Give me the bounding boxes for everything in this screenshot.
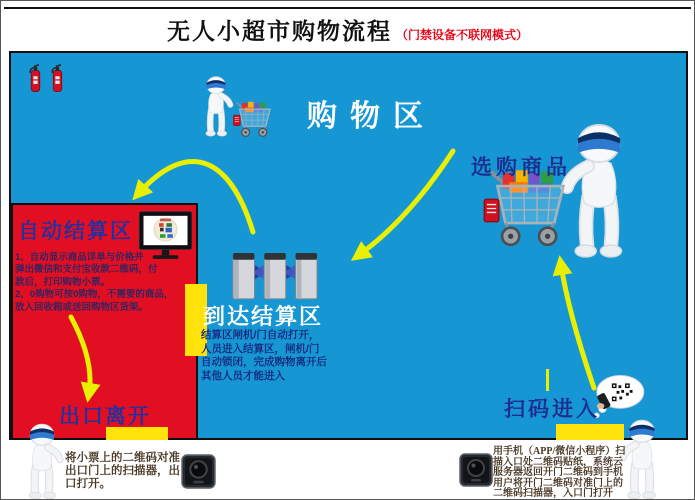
- step-line: 2、0购物可按0购物，不需要的商品，: [15, 289, 174, 301]
- page-title: 无人小超市购物流程: [166, 18, 392, 44]
- note-line: 口打开。: [65, 478, 111, 490]
- qr-scanner-device-icon: [181, 453, 216, 490]
- step-line: 弹出微信和支付宝收款二维码，付: [15, 264, 158, 276]
- auto-checkout-title: 自动结算区: [18, 220, 133, 243]
- entry-door-frame: [546, 369, 549, 391]
- pick-goods-label: 选购商品: [471, 156, 571, 179]
- step-line: 自动锁闭，完成购物离开后: [201, 356, 327, 368]
- step-line: 放入回收箱或送回购物区货架。: [15, 301, 149, 313]
- note-line: 将小票上的二维码对准: [65, 452, 180, 464]
- header: [1, 13, 694, 46]
- entry-note: [493, 447, 625, 500]
- auto-checkout-steps: [15, 252, 195, 314]
- exit-leave-label: 出口离开: [59, 405, 151, 428]
- top-rule: [4, 7, 691, 9]
- scan-enter-label: 扫码进入: [504, 398, 600, 421]
- note-line: 描入口处二维码贴纸，系统云: [493, 456, 623, 468]
- qr-scanner-device-icon: [459, 452, 493, 488]
- step-line: 款后，打印购物小票。: [15, 276, 111, 288]
- note-line: 服务器返回开门二维码到手机: [493, 467, 623, 479]
- guide-figure-icon: [16, 422, 68, 500]
- note-line: 出口门上的扫描器，出: [65, 465, 180, 477]
- note-line: 用户将开门二维码对准门上的: [493, 477, 623, 489]
- fire-extinguisher-icon: [49, 61, 66, 95]
- note-line: 用手机（APP/微信小程序）扫: [493, 446, 626, 457]
- step-line: 1、自动显示商品详单与价格并: [15, 252, 144, 263]
- step-line: 结算区闸机/门自动打开，: [201, 329, 320, 341]
- turnstile-gates-icon: [231, 246, 319, 301]
- step-line: 人员进入结算区，闸机/门: [201, 342, 320, 355]
- step-line: 其他人员才能进入: [201, 369, 285, 382]
- arrive-checkout-steps: [201, 329, 351, 383]
- fire-extinguisher-icon: [27, 61, 44, 95]
- arrive-checkout-title: 到达结算区: [203, 304, 324, 329]
- page-subtitle: （门禁设备不联网模式）: [395, 28, 528, 42]
- note-line: 二维码扫描器，入口门打开: [493, 488, 613, 500]
- shopping-zone-label: 购物区: [307, 100, 436, 133]
- shopping-cart-icon: [231, 100, 275, 139]
- shopper-figure-icon: [196, 75, 236, 137]
- exit-note: [65, 452, 180, 491]
